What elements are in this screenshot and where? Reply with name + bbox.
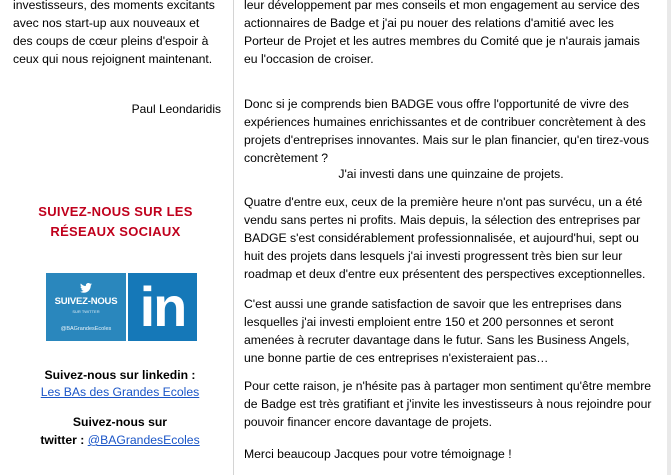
intro-line: des coups de cœur pleins d'espoir à [13, 34, 209, 48]
paragraph-line: actionnaires de Badge et j'ai pu nouer des relations d'amitié avec les [244, 16, 614, 30]
article-paragraph: Merci beaucoup Jacques pour votre témoignage ! [244, 447, 512, 461]
paragraph-line: concrètement ? [244, 151, 329, 165]
intro-line: investisseurs, des moments excitants [13, 0, 215, 12]
intro-line: ceux qui nous rejoignent maintenant. [13, 52, 213, 66]
paragraph-line: leur développement par mes conseils et mon engagement au service des [244, 0, 640, 12]
social-heading [10, 202, 221, 242]
article-paragraph [244, 0, 658, 68]
twitter-link[interactable]: @BAGrandesEcoles [87, 433, 200, 447]
paragraph-line: Pour cette raison, je n'hésite pas à partager mon sentiment qu'être membre [244, 379, 652, 393]
paragraph-line: projets d'entreprises innovantes. Mais sur le plan financier, qu'en tirez-vous [244, 133, 650, 147]
article-paragraph [244, 193, 658, 283]
linkedin-label: Suivez-nous sur linkedin : [44, 368, 196, 382]
twitter-badge-subtitle: SUR TWITTER [72, 309, 100, 314]
paragraph-line: une bonne partie de ces entreprises n'existeraient pas… [244, 351, 549, 365]
paragraph-line: lesquelles j'ai investi emploient entre 150 et 200 personnes et seront [244, 315, 614, 329]
twitter-label: Suivez-nous sur [72, 415, 168, 429]
paragraph-line: huit des projets dans lesquels j'ai investi progressent très bien sur leur [244, 249, 623, 263]
paragraph-line: pouvoir financer encore davantage de projets. [244, 415, 492, 429]
linkedin-link-row [8, 383, 232, 401]
twitter-badge-handle: @BAGrandesEcoles [60, 326, 112, 332]
twitter-badge-title: SUIVEZ-NOUS [54, 296, 118, 307]
article-paragraph [244, 95, 658, 167]
sidebar [0, 0, 233, 475]
sidebar-intro-text [13, 0, 223, 68]
article-paragraph-centered: J'ai investi dans une quinzaine de projets. [338, 167, 564, 181]
social-heading-line: RÉSEAUX SOCIAUX [50, 224, 181, 239]
article-paragraph [244, 295, 658, 367]
paragraph-line: amenées à recruter davantage dans le futur. Sans les Business Angels, [244, 333, 630, 347]
linkedin-follow-badge[interactable] [128, 273, 197, 341]
paragraph-line: eu l'occasion de croiser. [244, 52, 374, 66]
twitter-follow-badge[interactable] [46, 273, 126, 341]
article-body [233, 0, 667, 475]
paragraph-line: roadmap et deux d'entre eux présentent des perspectives exceptionnelles. [244, 267, 646, 281]
paragraph-line: Donc si je comprends bien BADGE vous offre l'opportunité de vivre des [244, 97, 629, 111]
paragraph-line: C'est aussi une grande satisfaction de savoir que les entreprises dans [244, 297, 622, 311]
paragraph-line: Quatre d'entre eux, ceux de la première heure n'ont pas survécu, un a été [244, 195, 643, 209]
paragraph-line: vendu sans pertes ni profits. Mais depuis, la sélection des entreprises par [244, 213, 641, 227]
twitter-prefix: twitter : [40, 433, 88, 447]
article-paragraph [244, 377, 658, 431]
twitter-bird-icon [46, 283, 126, 296]
linkedin-icon: in [139, 275, 186, 338]
paragraph-line: Porteur de Projet et les autres membres du Comité que je n'aurais jamais [244, 34, 640, 48]
social-heading-line: SUIVEZ-NOUS SUR LES [38, 204, 193, 219]
linkedin-link[interactable]: Les BAs des Grandes Ecoles [40, 385, 200, 399]
twitter-link-row [8, 431, 232, 449]
paragraph-line: BADGE s'est considérablement professionnalisée, et aujourd'hui, sept ou [244, 231, 639, 245]
paragraph-line: expériences humaines enrichissantes et de contribuer concrètement à des [244, 115, 646, 129]
intro-line: avec nos start-up aux nouveaux et [13, 16, 200, 30]
signature: Paul Leondaridis [131, 102, 221, 116]
paragraph-line: de Badge est très gratifiant et j'invite les investisseurs à nous rejoindre pour [244, 397, 652, 411]
